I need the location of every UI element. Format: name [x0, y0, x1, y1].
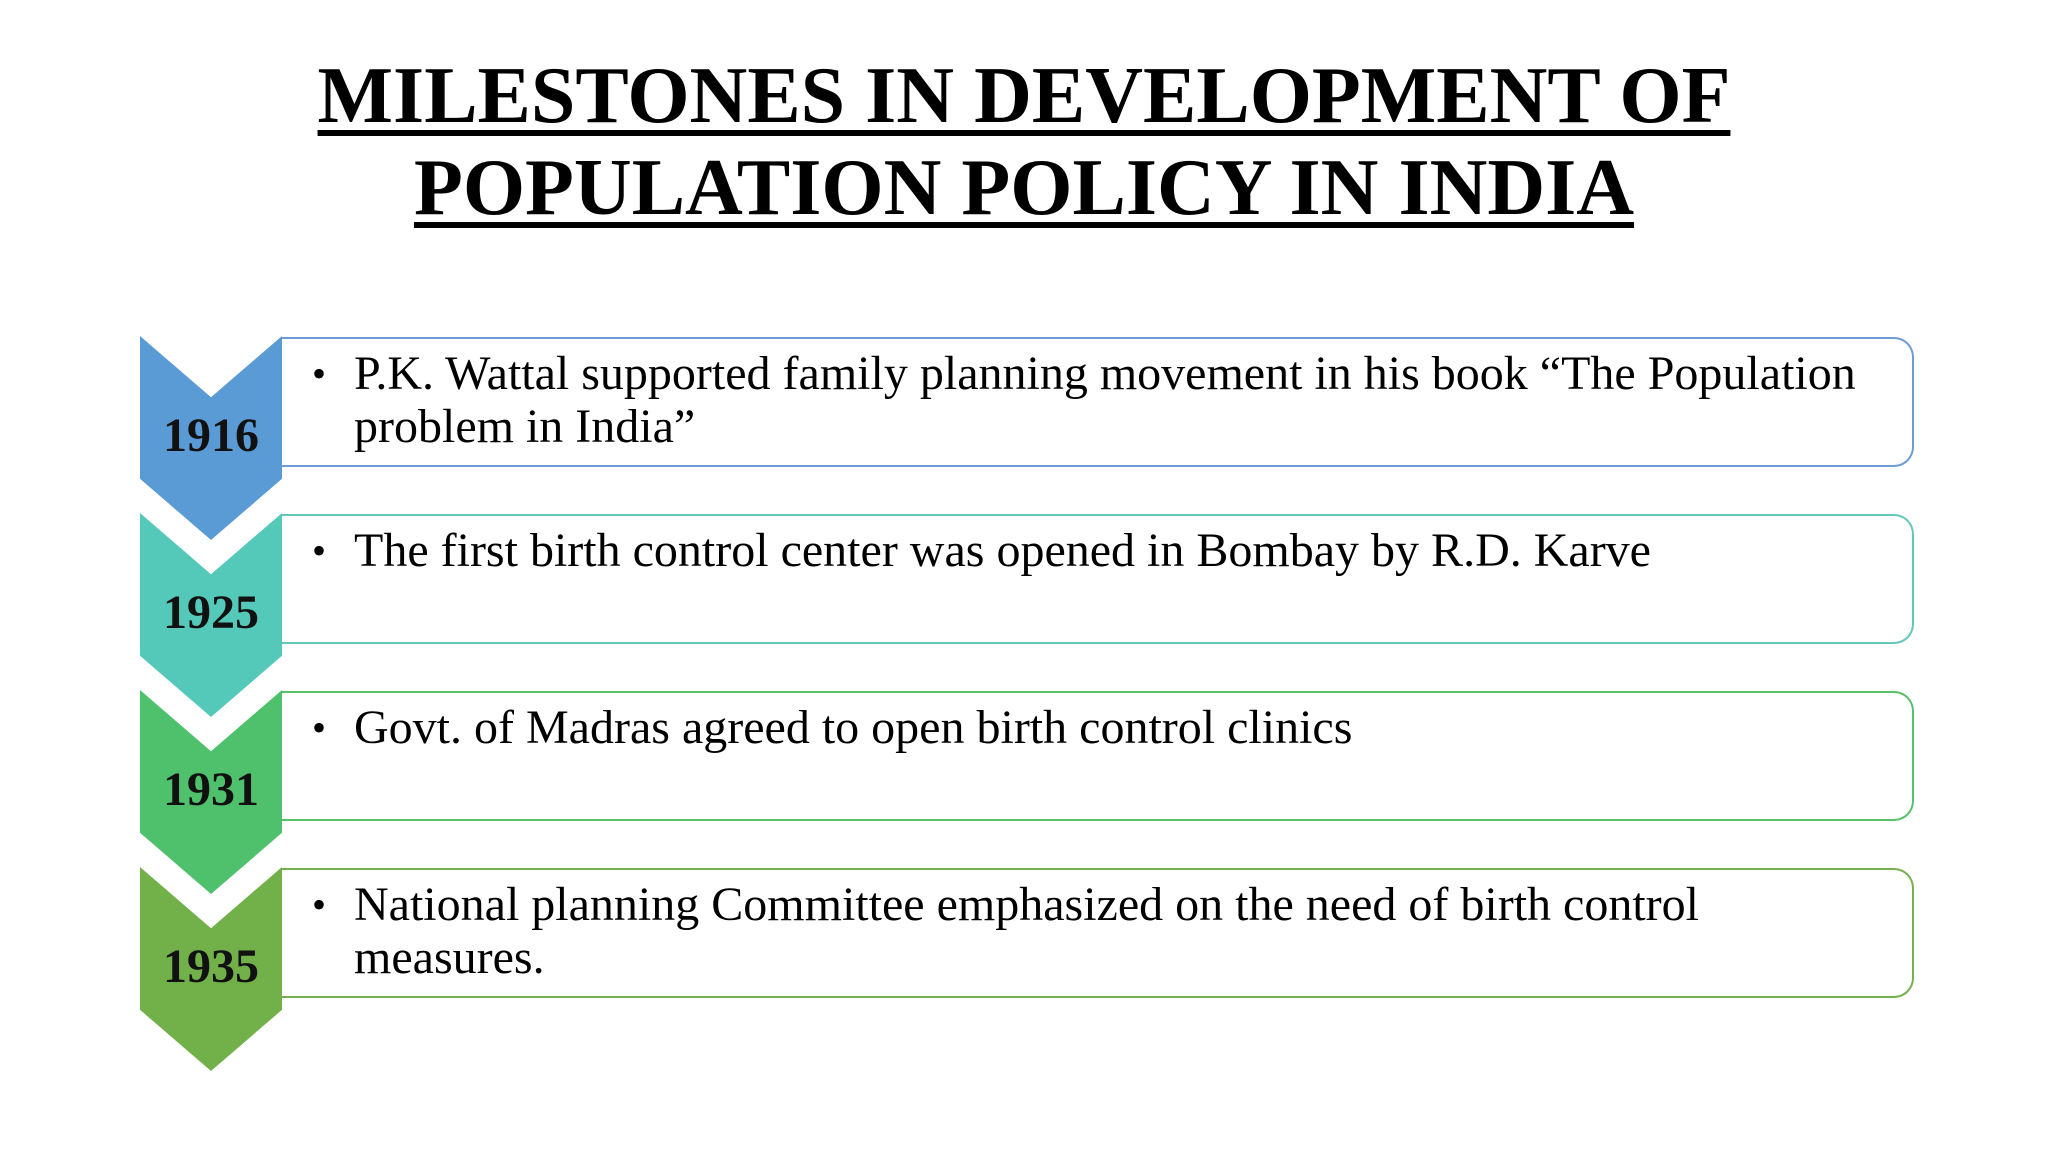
bullet-icon: • — [312, 882, 327, 927]
bullet-icon: • — [312, 351, 327, 396]
milestone-text: The first birth control center was opened in Bombay by R.D. Karve — [354, 524, 1651, 577]
title-line-2-text: POPULATION POLICY IN INDIA — [413, 144, 1635, 232]
milestone-year-1916: 1916 — [163, 409, 259, 462]
title-line-1-text: MILESTONES IN DEVELOPMENT OF — [317, 52, 1731, 140]
milestone-text: National planning Committee emphasized on the need of birth control measures. — [354, 878, 1699, 984]
milestone-bullet-row — [312, 524, 1872, 577]
milestone-bullet-row — [312, 347, 1872, 453]
milestone-bullet-row — [312, 701, 1872, 754]
milestone-year-1935: 1935 — [163, 940, 259, 993]
milestone-text-box-1935 — [282, 868, 1914, 998]
milestone-year-1925: 1925 — [163, 586, 259, 639]
milestone-text-box-1931 — [282, 691, 1914, 821]
milestone-text-box-1916 — [282, 337, 1914, 467]
bullet-icon: • — [312, 705, 327, 750]
bullet-icon: • — [312, 528, 327, 573]
milestone-year-1931: 1931 — [163, 763, 259, 816]
milestone-text: P.K. Wattal supported family planning movement in his book “The Population problem in India” — [354, 347, 1856, 453]
milestone-text: Govt. of Madras agreed to open birth control clinics — [354, 701, 1353, 754]
milestone-bullet-row — [312, 878, 1872, 984]
milestone-text-box-1925 — [282, 514, 1914, 644]
